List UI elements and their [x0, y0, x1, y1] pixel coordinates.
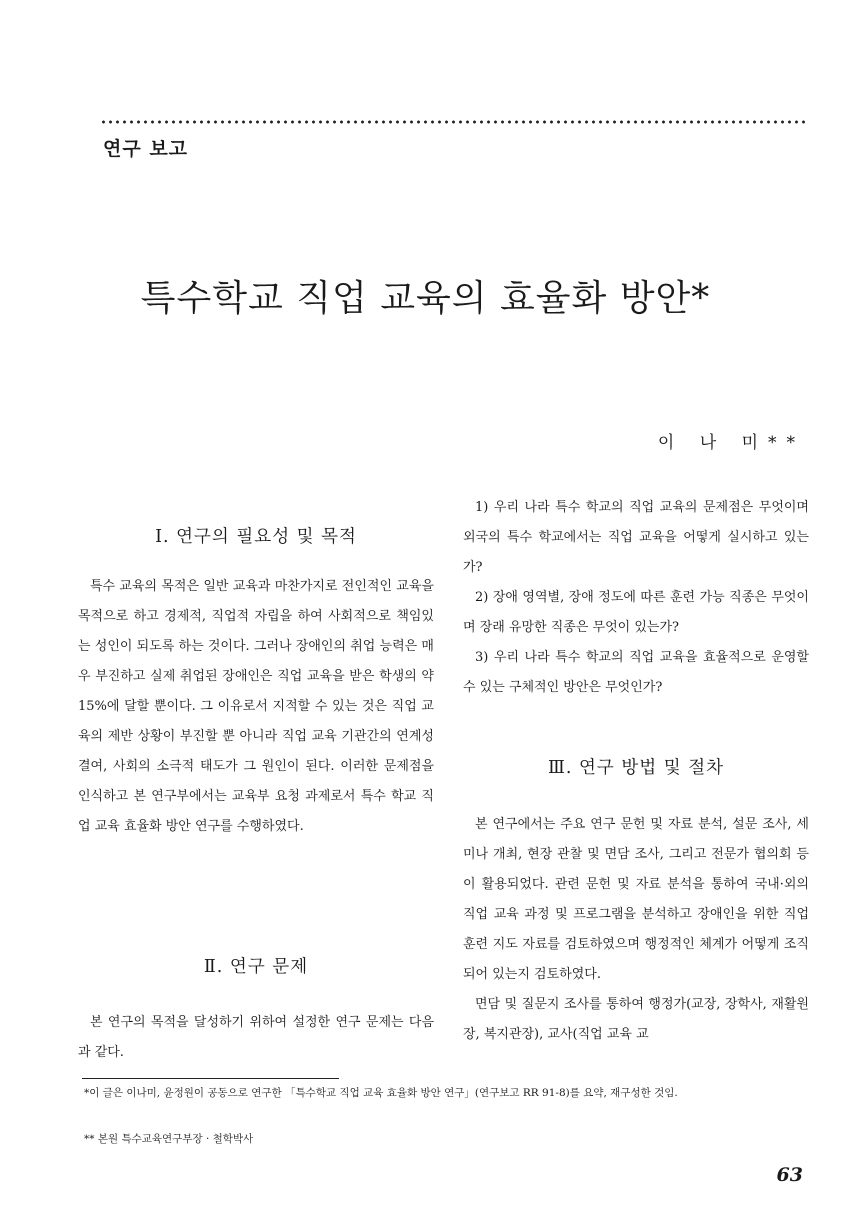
section1-paragraph: 특수 교육의 목적은 일반 교육과 마찬가지로 전인적인 교육을 목적으로 하고 경제적, 직업적 자립을 하여 사회적으로 책임있는 성인이 되도록 하는 것이다. 그러나 장애인의 취업 능력은 매우 부진하고 실제 취업된 장애인은 직업 교육을 받은 학생의 약 15%에 달할 뿐이다. 그 이유로서 지적할 수 있는 것은 직업 교육의 제반 상황이 부진할 뿐 아니라 직업 교육 기관간의 연계성 결여, 사회의 소극적 태도가 그 원인이 된다. 이러한 문제점을 인식하고 본 연구부에서는 교육부 요청 과제로서 특수 학교 직업 교육 효율화 방안 연구를 수행하였다.: [78, 579, 434, 834]
section2-paragraph: 본 연구의 목적을 달성하기 위하여 설정한 연구 문제는 다음과 같다.: [78, 1015, 434, 1060]
left-column-section2: [78, 952, 434, 982]
left-column: [78, 522, 434, 562]
right-column-section3: [463, 753, 809, 783]
left-column-section2-body: [78, 1008, 434, 1068]
footnote-1: *이 글은 이나미, 윤정원이 공동으로 연구한 「특수학교 직업 교육 효율화 방안 연구」(연구보고 RR 91-8)를 요약, 재구성한 것임.: [84, 1087, 678, 1099]
header-dotted-rule: [100, 119, 805, 125]
page-number: 63: [776, 1164, 803, 1186]
section2-heading: Ⅱ. 연구 문제: [203, 957, 309, 977]
right-column-section3-body: [463, 810, 809, 1050]
left-column-body: [78, 572, 434, 842]
section3-paragraph-2: 면담 및 질문지 조사를 통하여 행정가(교장, 장학사, 재활원장, 복지관장), 교사(직업 교육 교: [463, 997, 809, 1042]
section-label: 연구 보고: [103, 138, 189, 160]
section3-paragraph-1: 본 연구에서는 주요 연구 문헌 및 자료 분석, 설문 조사, 세미나 개최, 현장 관찰 및 면담 조사, 그리고 전문가 협의회 등이 활용되었다. 관련 문헌 및 자료 분석을 통하여 국내·외의 직업 교육 과정 및 프로그램을 분석하고 장애인을 위한 직업 훈련 지도 자료를 검토하였으며 행정적인 체계가 어떻게 조직되어 있는지 검토하였다.: [463, 817, 809, 982]
footnote-divider: [82, 1078, 339, 1079]
article-title: 특수학교 직업 교육의 효율화 방안*: [140, 278, 711, 319]
research-question-1: 1) 우리 나라 특수 학교의 직업 교육의 문제점은 무엇이며 외국의 특수 학교에서는 직업 교육을 어떻게 실시하고 있는가?: [463, 500, 809, 575]
research-question-3: 3) 우리 나라 특수 학교의 직업 교육을 효율적으로 운영할 수 있는 구체적인 방안은 무엇인가?: [463, 650, 809, 695]
research-question-2: 2) 장애 영역별, 장애 정도에 따른 훈련 가능 직종은 무엇이며 장래 유망한 직종은 무엇이 있는가?: [463, 590, 809, 635]
author-name: 이 나 미**: [657, 433, 805, 453]
section1-heading: Ⅰ. 연구의 필요성 및 목적: [155, 527, 357, 547]
footnote-2: ** 본원 특수교육연구부장 · 철학박사: [84, 1133, 254, 1145]
section3-heading: Ⅲ. 연구 방법 및 절차: [547, 758, 725, 778]
right-column: [463, 493, 809, 703]
